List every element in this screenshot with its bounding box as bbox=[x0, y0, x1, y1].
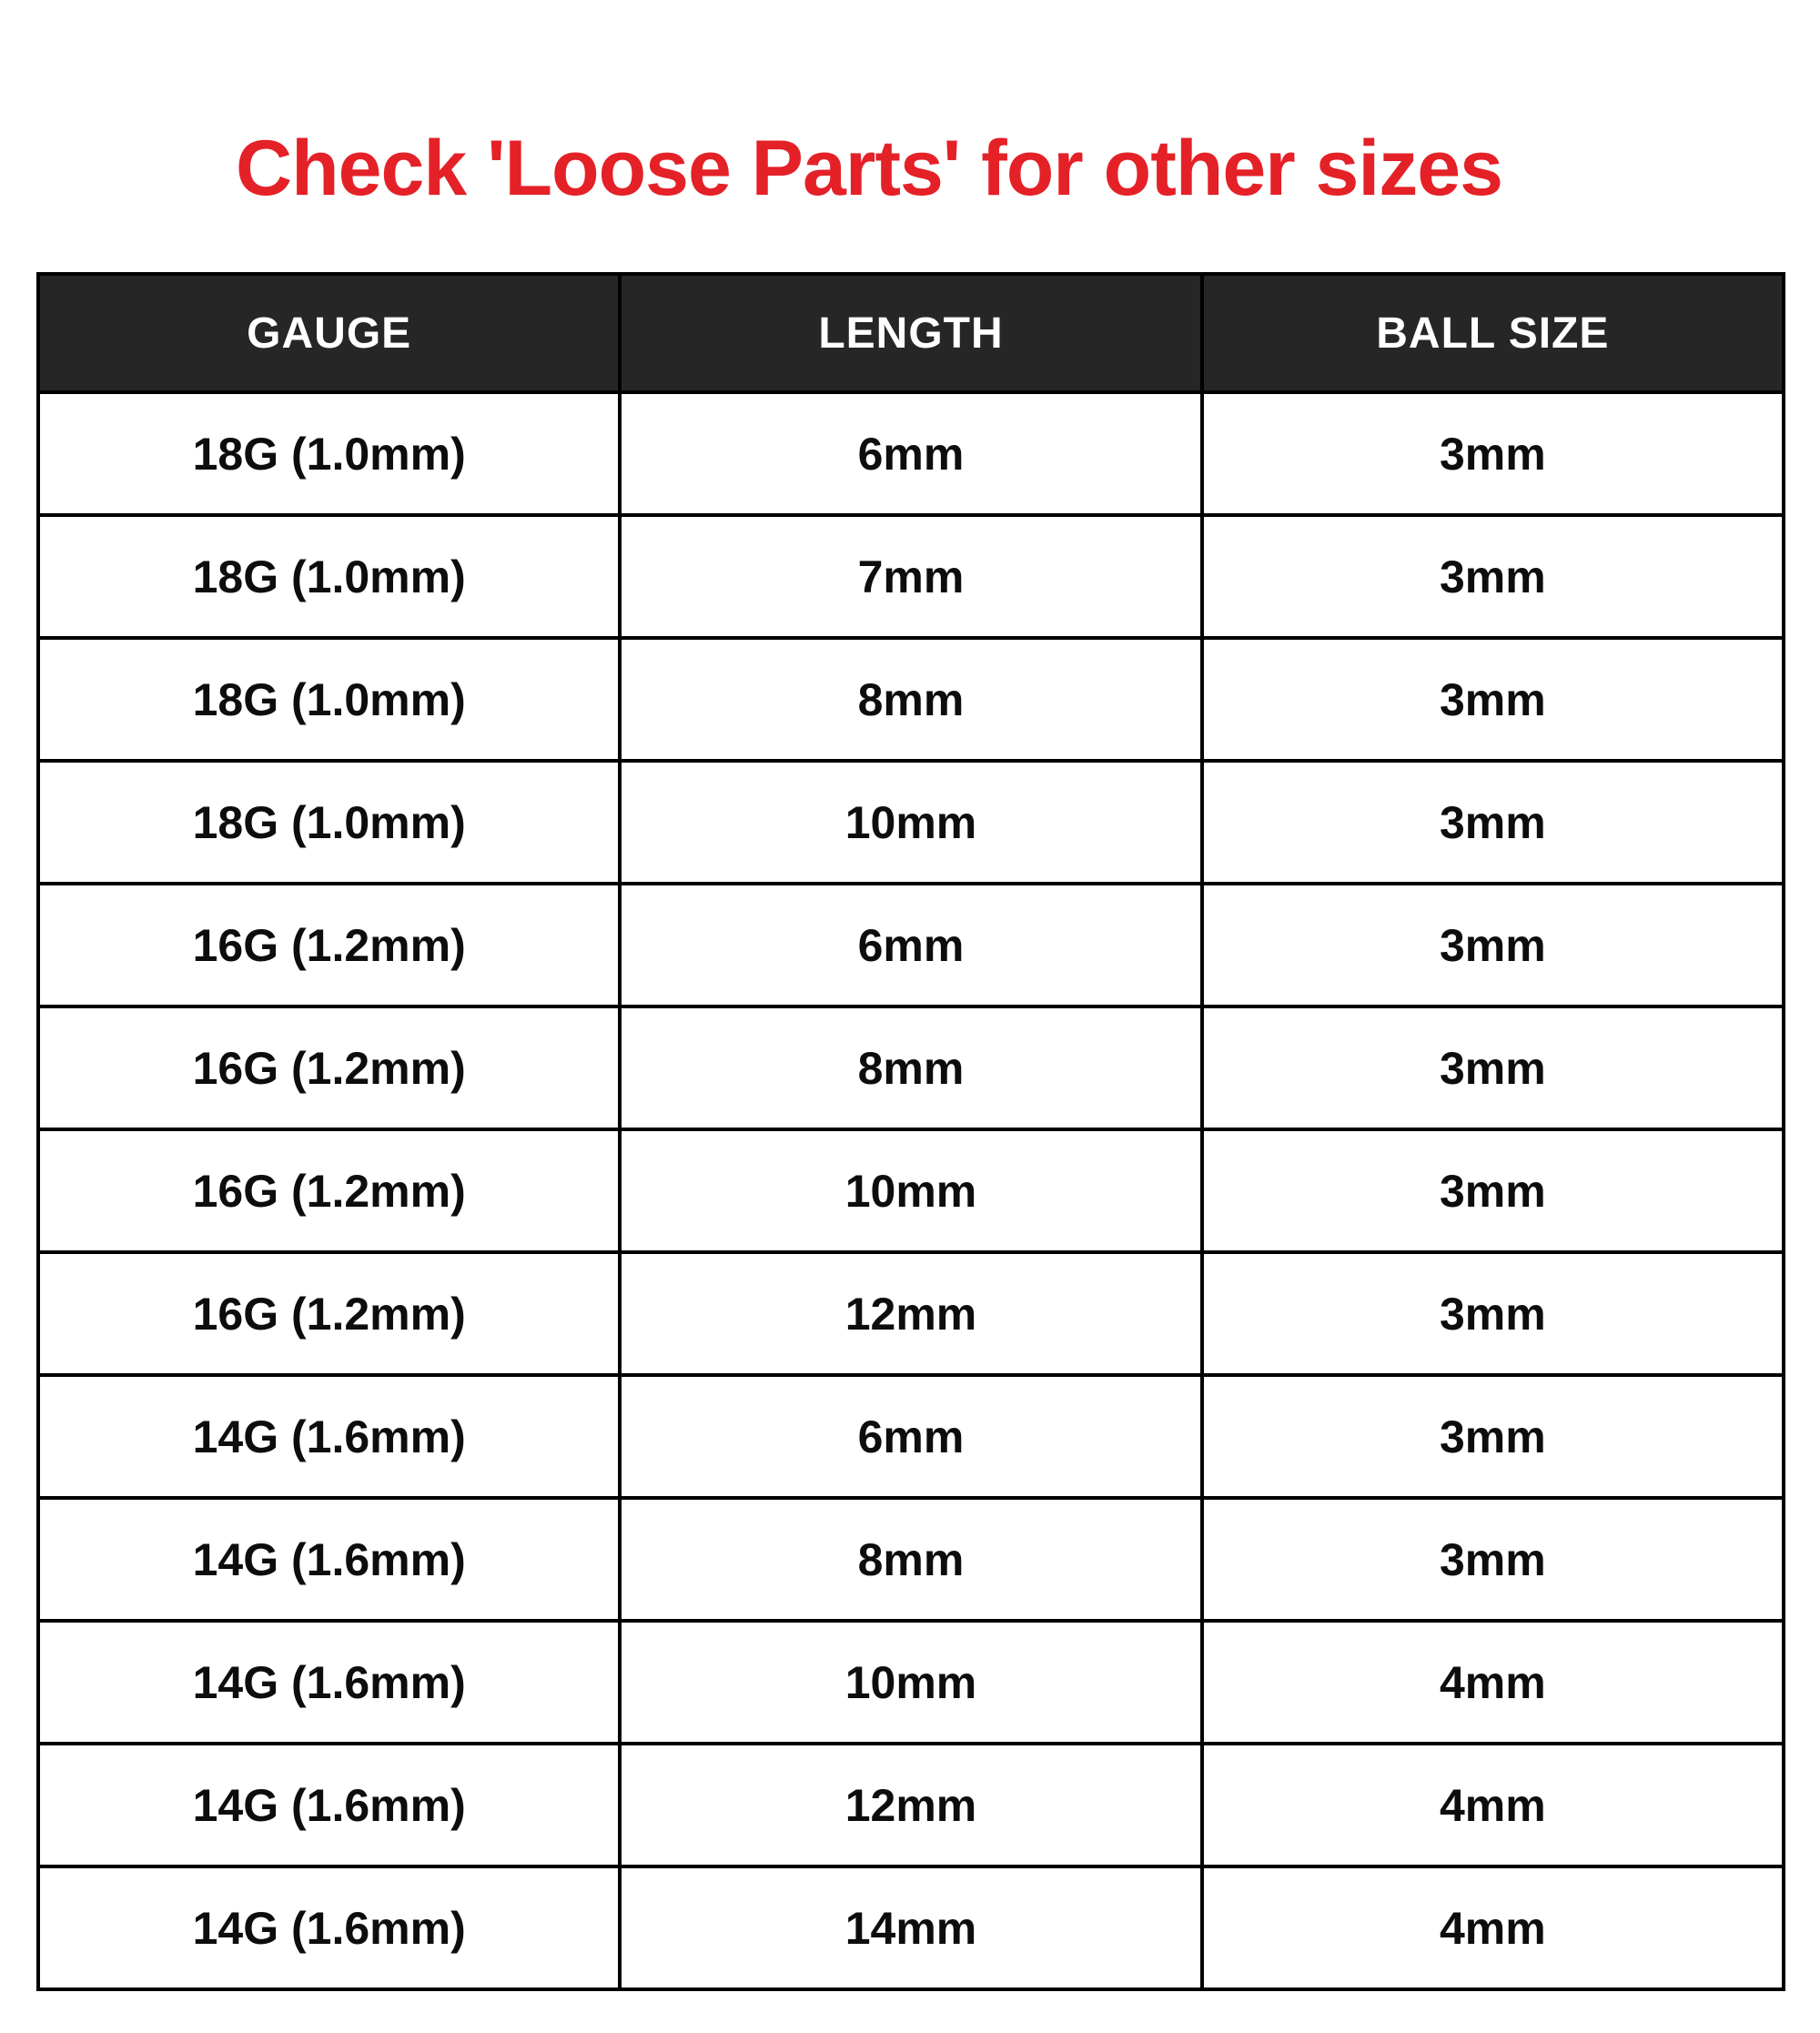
gauge-cell: 18G (1.0mm) bbox=[38, 761, 620, 884]
gauge-cell: 14G (1.6mm) bbox=[38, 1375, 620, 1498]
table-row bbox=[38, 1744, 1784, 1866]
col-header-gauge: GAUGE bbox=[38, 274, 620, 392]
gauge-cell: 14G (1.6mm) bbox=[38, 1621, 620, 1744]
length-cell: 8mm bbox=[620, 1006, 1201, 1129]
length-cell: 7mm bbox=[620, 515, 1201, 638]
length-cell: 10mm bbox=[620, 761, 1201, 884]
ball-size-cell: 3mm bbox=[1202, 1129, 1784, 1252]
length-cell: 6mm bbox=[620, 1375, 1201, 1498]
ball-size-cell: 4mm bbox=[1202, 1621, 1784, 1744]
ball-size-cell: 3mm bbox=[1202, 638, 1784, 761]
gauge-cell: 16G (1.2mm) bbox=[38, 1006, 620, 1129]
table-row bbox=[38, 1252, 1784, 1375]
gauge-cell: 18G (1.0mm) bbox=[38, 515, 620, 638]
ball-size-cell: 3mm bbox=[1202, 515, 1784, 638]
ball-size-cell: 3mm bbox=[1202, 884, 1784, 1006]
ball-size-cell: 3mm bbox=[1202, 392, 1784, 515]
length-cell: 6mm bbox=[620, 884, 1201, 1006]
table-row bbox=[38, 1375, 1784, 1498]
length-cell: 10mm bbox=[620, 1129, 1201, 1252]
ball-size-cell: 3mm bbox=[1202, 1252, 1784, 1375]
table-row bbox=[38, 392, 1784, 515]
ball-size-cell: 4mm bbox=[1202, 1866, 1784, 1989]
table-row bbox=[38, 761, 1784, 884]
ball-size-cell: 3mm bbox=[1202, 1006, 1784, 1129]
length-cell: 10mm bbox=[620, 1621, 1201, 1744]
size-table bbox=[36, 272, 1785, 1991]
length-cell: 6mm bbox=[620, 392, 1201, 515]
page-title: Check 'Loose Parts' for other sizes bbox=[236, 125, 1502, 212]
col-header-ball-size: BALL SIZE bbox=[1202, 274, 1784, 392]
gauge-cell: 16G (1.2mm) bbox=[38, 884, 620, 1006]
header-row bbox=[38, 274, 1784, 392]
gauge-cell: 16G (1.2mm) bbox=[38, 1252, 620, 1375]
gauge-cell: 18G (1.0mm) bbox=[38, 638, 620, 761]
gauge-cell: 14G (1.6mm) bbox=[38, 1744, 620, 1866]
col-header-length: LENGTH bbox=[620, 274, 1201, 392]
table-row bbox=[38, 1866, 1784, 1989]
ball-size-cell: 4mm bbox=[1202, 1744, 1784, 1866]
table-row bbox=[38, 1129, 1784, 1252]
gauge-cell: 18G (1.0mm) bbox=[38, 392, 620, 515]
length-cell: 8mm bbox=[620, 638, 1201, 761]
length-cell: 12mm bbox=[620, 1252, 1201, 1375]
length-cell: 14mm bbox=[620, 1866, 1201, 1989]
length-cell: 12mm bbox=[620, 1744, 1201, 1866]
gauge-cell: 16G (1.2mm) bbox=[38, 1129, 620, 1252]
ball-size-cell: 3mm bbox=[1202, 1375, 1784, 1498]
gauge-cell: 14G (1.6mm) bbox=[38, 1498, 620, 1621]
table-row bbox=[38, 515, 1784, 638]
ball-size-cell: 3mm bbox=[1202, 761, 1784, 884]
table-row bbox=[38, 1498, 1784, 1621]
ball-size-cell: 3mm bbox=[1202, 1498, 1784, 1621]
table-header bbox=[38, 274, 1784, 392]
table-row bbox=[38, 884, 1784, 1006]
gauge-cell: 14G (1.6mm) bbox=[38, 1866, 620, 1989]
table-row bbox=[38, 638, 1784, 761]
length-cell: 8mm bbox=[620, 1498, 1201, 1621]
table-body bbox=[38, 392, 1784, 1989]
table-row bbox=[38, 1621, 1784, 1744]
table-row bbox=[38, 1006, 1784, 1129]
